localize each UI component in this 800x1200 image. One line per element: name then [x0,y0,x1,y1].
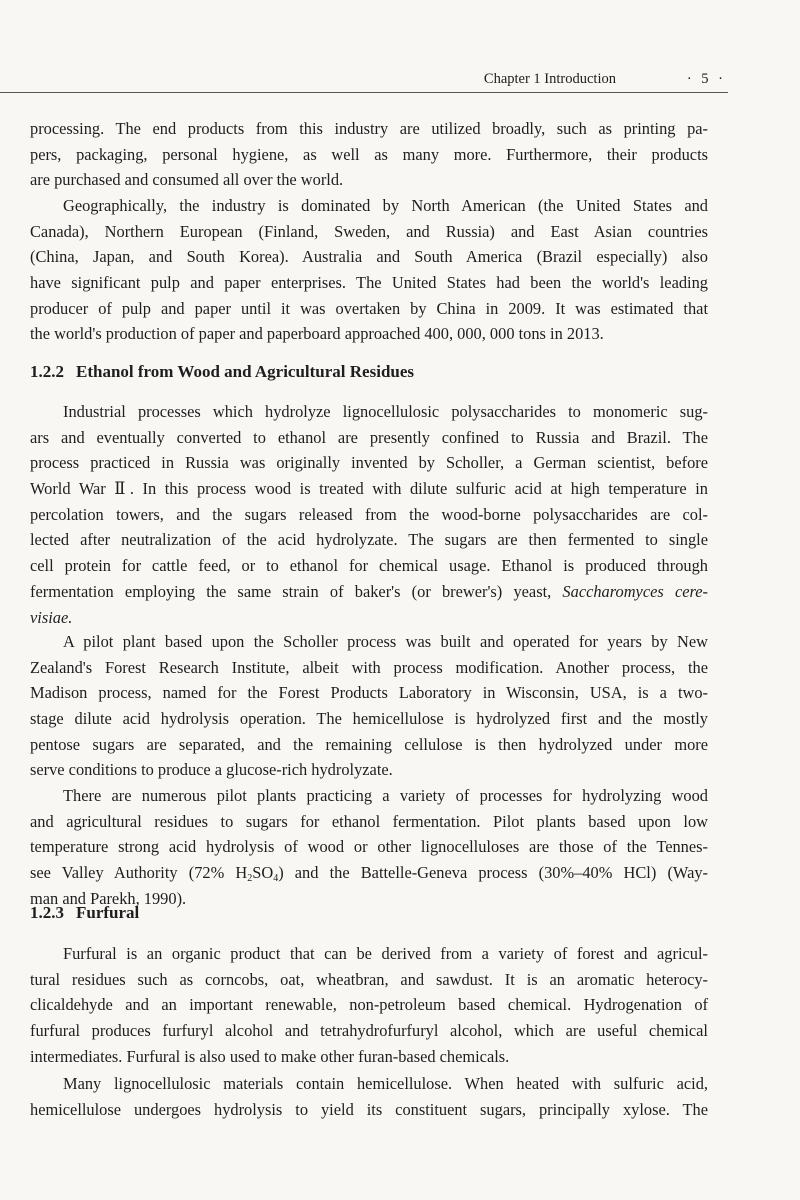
text-line: clicaldehyde and an important renewable, non-petroleum based chemical. Hydrogenation of [30,995,708,1015]
italic-term: Saccharomyces cere- [562,581,709,601]
text-line: pentose sugars are separated, and the remaining cellulose is then hydrolyzed under more [30,734,708,754]
text-line: Madison process, named for the Forest Products Laboratory in Wisconsin, USA, is a two- [30,683,708,703]
text-line: furfural produces furfuryl alcohol and tetrahydrofurfuryl alcohol, which are useful chemical [30,1021,708,1041]
paragraph [30,1071,708,1122]
text-line [30,605,708,631]
text-line: are purchased and consumed all over the world. [30,170,344,190]
section-number: 1.2.2 [30,362,64,381]
text-line: (China, Japan, and South Korea). Australia and South America (Brazil especially) also [30,247,708,267]
text-line: fermentation employing the same strain of baker's (or brewer's) yeast, Saccharomyces cere- [30,581,709,601]
text-line: hemicellulose undergoes hydrolysis to yield its constituent sugars, principally xylose. The [30,1099,708,1119]
text-line: ars and eventually converted to ethanol are presently confined to Russia and Brazil. The [30,427,708,447]
text-line: There are numerous pilot plants practicing a variety of processes for hydrolyzing wood [63,786,708,805]
text-line: Geographically, the industry is dominated by North American (the United States and [63,196,708,215]
text-line: pers, packaging, personal hygiene, as well as many more. Furthermore, their products [30,144,708,164]
text-line: World War Ⅱ. In this process wood is treated with dilute sulfuric acid at high temperature in [30,479,708,499]
text-line: process practiced in Russia was originally invented by Scholler, a German scientist, before [30,453,708,473]
text-line: processing. The end products from this industry are utilized broadly, such as printing pa- [30,119,708,138]
text-line: have significant pulp and paper enterprises. The United States had been the world's leading [30,273,708,293]
text-line: temperature strong acid hydrolysis of wood or other lignocelluloses are those of the Tennes- [30,837,708,857]
text-line: intermediates. Furfural is also used to make other furan-based chemicals. [30,1046,510,1066]
text-line: serve conditions to produce a glucose-rich hydrolyzate. [30,760,393,780]
running-header [0,68,728,93]
text-line: stage dilute acid hydrolysis operation. The hemicellulose is hydrolyzed first and the mostly [30,709,708,729]
italic-term: visiae. [30,607,73,627]
section-title: Furfural [76,903,140,922]
chapter-title: Chapter 1 Introduction [483,71,616,87]
subscript: 4 [273,873,279,885]
text-line: Furfural is an organic product that can be derived from a variety of forest and agricul- [63,944,708,963]
text-line: Industrial processes which hydrolyze lignocellulosic polysaccharides to monomeric sug- [63,402,708,421]
page-number: · 5 · [686,71,726,87]
text-line: Canada), Northern European (Finland, Sweden, and Russia) and East Asian countries [30,221,708,241]
text-line: percolation towers, and the sugars released from the wood-borne polysaccharides are col- [30,504,708,524]
paragraph [30,941,708,1069]
subscript: 2 [247,873,253,885]
text-line: and agricultural residues to sugars for ethanol fermentation. Pilot plants based upon low [30,811,708,831]
paragraph [30,399,708,630]
text-line: see Valley Authority (72% $H_2SO_4$) and the Battelle-Geneva process (30%–40% HCl) (Way- [30,863,708,885]
text-line: tural residues such as corncobs, oat, wheatbran, and sawdust. It is an aromatic heterocy- [30,969,708,989]
text-line: Zealand's Forest Research Institute, albeit with process modification. Another process, the [30,657,708,677]
paragraph [30,783,708,911]
section-heading [30,362,414,382]
text-line: lected after neutralization of the acid hydrolyzate. The sugars are then fermented to single [30,530,708,550]
paragraph [30,193,708,347]
text-line: the world's production of paper and paperboard approached 400, 000, 000 tons in 2013. [30,324,604,344]
text-line: Many lignocellulosic materials contain hemicellulose. When heated with sulfuric acid, [63,1074,708,1093]
text-line: cell protein for cattle feed, or to ethanol for chemical usage. Ethanol is produced through [30,556,708,576]
text-line: man and Parekh, 1990). [30,888,187,908]
text-line: A pilot plant based upon the Scholler process was built and operated for years by New [63,632,708,651]
text-line: producer of pulp and paper until it was overtaken by China in 2009. It was estimated that [30,298,708,318]
paragraph [30,116,708,193]
paragraph [30,629,708,783]
section-title: Ethanol from Wood and Agricultural Residues [76,362,415,381]
section-number: 1.2.3 [30,903,64,922]
section-heading [30,903,139,923]
